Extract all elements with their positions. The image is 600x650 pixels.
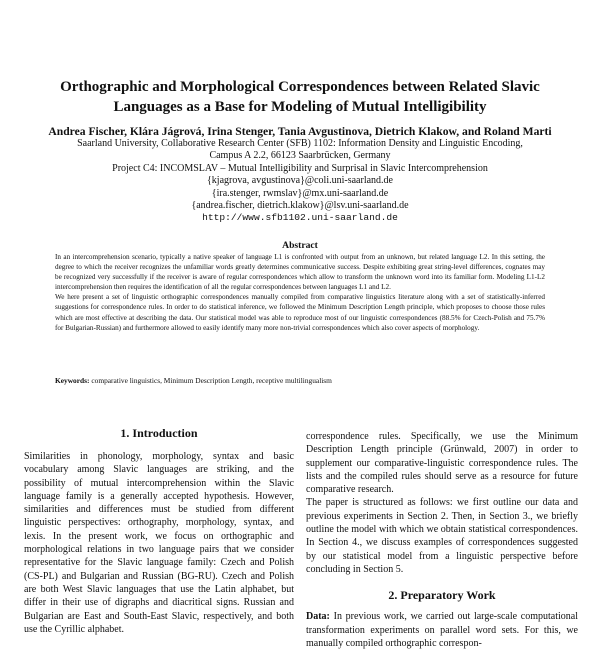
email-line: {andrea.fischer, dietrich.klakow}@lsv.uni-saarland.de	[191, 200, 409, 212]
section-heading-preparatory-work: 2. Preparatory Work	[388, 588, 496, 603]
author-list: Andrea Fischer, Klára Jágrová, Irina Stenger, Tania Avgustinova, Dietrich Klakow, and Roland Marti	[48, 125, 552, 138]
email-line: {kjagrova, avgustinova}@coli.uni-saarland.de	[207, 175, 393, 187]
abstract-body	[55, 252, 545, 333]
body-paragraph: correspondence rules. Specifically, we use the Minimum Description Length principle (Grünwald, 2007) in order to supplement our comparative-linguistic correspondence rules. The lists and the compiled rules should serve as a resource for future comparative research.	[306, 431, 578, 496]
right-column	[306, 430, 578, 650]
email-line: {ira.stenger, rwmslav}@mx.uni-saarland.de	[211, 187, 389, 199]
keywords-line	[55, 376, 545, 386]
abstract-heading: Abstract	[282, 240, 318, 251]
affiliation-line: Saarland University, Collaborative Research Center (SFB) 1102: Information Density and Linguistic Encoding,	[77, 138, 523, 149]
data-paragraph	[306, 610, 578, 650]
paper-title	[40, 77, 560, 117]
affiliation-line: Project C4: INCOMSLAV – Mutual Intelligibility and Surprisal in Slavic Intercomprehension	[112, 162, 488, 174]
project-url: http://www.sfb1102.uni-saarland.de	[202, 212, 398, 224]
section-heading-introduction: 1. Introduction	[120, 426, 198, 440]
introduction-paragraph: Similarities in phonology, morphology, syntax and basic vocabulary among Slavic languages are striking, and the possibility of mutual intercomprehension within the Slavic language family is a generally accepted hypothesis. However, similarities and differences must be studied from different linguistic perspectives: orthography, morphology, syntax, and lexis. In the present work, we focus on orthographic and morphological relations in two language pairs that we consider representative for the Slavic language family: Czech and Polish (CS-PL) and Bulgarian and Russian (BG-RU). Czech and Polish are both West Slavic languages that use the Latin alphabet, but differ in their use of digraphs and diacritical signs. Russian and Bulgarian are East and South-East Slavic, respectively, and both use the Cyrillic alphabet.	[24, 451, 294, 635]
affiliation-line: Campus A 2.2, 66123 Saarbrücken, Germany	[209, 150, 391, 162]
abstract-paragraph: In an intercomprehension scenario, typically a native speaker of language L1 is confronted with output from an unknown, but related language L2. In this setting, the degree to which the receiver recognizes the unfamiliar words greatly determines communicative success. Despite exhibiting great string-level differences, cognates may be recognized very successfully if the receiver is aware of regular correspondences which allow to transform the unknown word into its familiar form. Modeling L1-L2 intercomprehension then requires the identification of all the regular correspondences between languages L1 and L2.	[55, 253, 545, 292]
keywords-text: comparative linguistics, Minimum Description Length, receptive multilingualism	[91, 376, 332, 385]
title-line-2: Languages as a Base for Modeling of Mutual Intelligibility	[113, 99, 487, 115]
data-text: In previous work, we carried out large-scale computational transformation experiments on parallel word sets. For this, we manually compiled orthographic correspon-	[306, 611, 579, 649]
left-column	[24, 426, 294, 636]
keywords-label: Keywords:	[55, 376, 90, 385]
data-label: Data:	[306, 611, 330, 623]
body-paragraph: The paper is structured as follows: we first outline our data and previous experiments in Section 2. Then, in Section 3., we briefly outline the model with which we obtain statistical correspondences. In Section 4., we discuss examples of correspondences suggested by our statistical model from a linguistic perspective before concluding in Section 5.	[306, 497, 578, 575]
title-line-1: Orthographic and Morphological Correspondences between Related Slavic	[60, 79, 540, 95]
abstract-paragraph: We here present a set of linguistic orthographic correspondences manually compiled from comparative linguistics literature along with a set of statistically-inferred suggestions for correspondence rules. In order to do statistical inference, we followed the Minimum Description Length principle, which proposes to choose those rules which are most effective at describing the data. Our statistical model was able to reproduce most of our linguistic correspondences (88.5% for Czech-Polish and 75.7% for Bulgarian-Russian) and furthermore allowed to easily identify many more non-trivial correspondences which also cover aspects of morphology.	[55, 293, 545, 332]
affiliation-block	[40, 138, 560, 225]
